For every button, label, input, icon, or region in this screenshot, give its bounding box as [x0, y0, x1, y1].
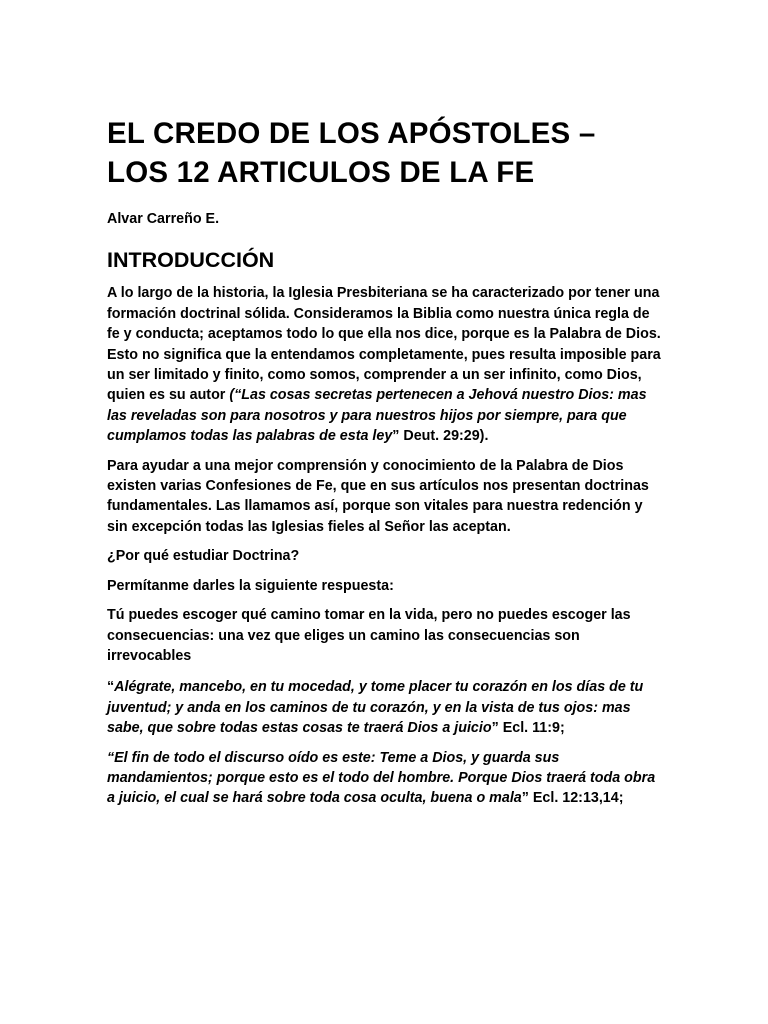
quote-2-text: “El fin de todo el discurso oído es este: Teme a Dios, y guarda sus mandamientos; porque esto es el todo del hombre. Porque Dios traerá toda obra a juicio, el cual se hará sobre toda cosa oculta, buena o mala: [107, 749, 656, 807]
choices-paragraph: Tú puedes escoger qué camino tomar en la vida, pero no puedes escoger las consecuencias: una vez que eliges un camino las consecuencias son irrevocables: [107, 607, 631, 664]
title-line-1: EL CREDO DE LOS APÓSTOLES –: [107, 117, 596, 150]
document-page: [107, 114, 665, 809]
answer-intro: Permítanme darles la siguiente respuesta:: [107, 577, 394, 594]
document-title: [107, 114, 665, 192]
ecclesiastes-quote-1: [107, 677, 665, 738]
intro-paragraph: [107, 283, 665, 446]
quote-1-open-mark: “: [107, 679, 115, 696]
author-name: Alvar Carreño E.: [107, 211, 220, 227]
section-heading-introduction: INTRODUCCIÓN: [107, 248, 275, 273]
quote-2-reference: ” Ecl. 12:13,14;: [521, 790, 624, 807]
intro-text: A lo largo de la historia, la Iglesia Presbiteriana se ha caracterizado por tener una formación doctrinal sólida. Consideramos la Biblia como nuestra única regla de fe y conducta; aceptamos todo lo que ella nos dice, porque es la Palabra de Dios. Esto no significa que la entendamos completamente, pues resulta imposible para un ser limitado y finito, como somos, comprender a un ser infinito, como Dios, quien es su autor: [107, 285, 661, 404]
doctrine-question: ¿Por qué estudiar Doctrina?: [107, 548, 300, 565]
intro-scripture-reference: ” Deut. 29:29).: [392, 428, 489, 445]
ecclesiastes-quote-2: [107, 748, 665, 809]
quote-1-text: Alégrate, mancebo, en tu mocedad, y tome placer tu corazón en los días de tu juventud; y anda en los caminos de tu corazón, y en la vista de tus ojos: mas sabe, que sobre todas estas cosas te traerá Dios a juicio: [107, 679, 644, 737]
quote-1-reference: ” Ecl. 11:9;: [491, 720, 565, 737]
title-line-2: LOS 12 ARTICULOS DE LA FE: [107, 156, 535, 189]
confessions-paragraph: Para ayudar a una mejor comprensión y conocimiento de la Palabra de Dios existen varias Confesiones de Fe, que en sus artículos nos presentan doctrinas fundamentales. Las llamamos así, porque son vitales para nuestra redención y sin excepción todas las Iglesias fieles al Señor las aceptan.: [107, 457, 649, 535]
intro-scripture-quote: (“Las cosas secretas pertenecen a Jehová nuestro Dios: mas las reveladas son para nosotros y para nuestros hijos por siempre, para que cumplamos todas las palabras de esta ley: [107, 387, 647, 445]
